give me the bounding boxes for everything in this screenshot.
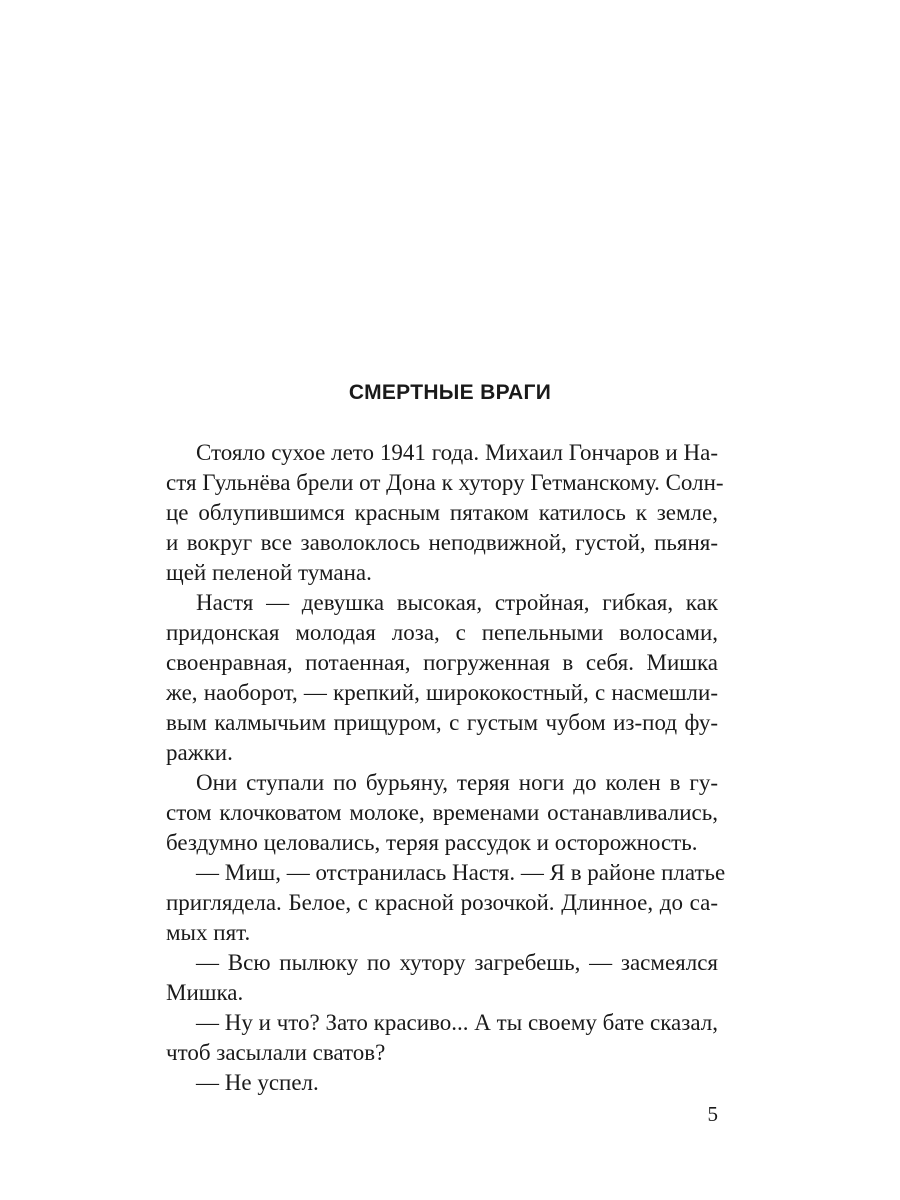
text-line: приглядела. Белое, с красной розочкой. Длинное, до са- [166, 890, 718, 915]
text-line: ражки. [166, 740, 233, 765]
text-line: стом клочковатом молоке, временами останавливались, [166, 800, 718, 825]
text-line: Настя — девушка высокая, стройная, гибкая, как [196, 590, 718, 615]
text-line: придонская молодая лоза, с пепельными волосами, [166, 620, 718, 645]
text-line: мых пят. [166, 920, 251, 945]
text-line: стя Гульнёва брели от Дона к хутору Гетманскому. Солн- [166, 470, 724, 495]
text-line: щей пеленой тумана. [166, 560, 372, 585]
text-line: — Миш, — отстранилась Настя. — Я в районе платье [196, 860, 726, 885]
text-line: Стояло сухое лето 1941 года. Михаил Гончаров и На- [196, 440, 718, 465]
body-text [166, 438, 726, 1098]
text-line: вым калмычьим прищуром, с густым чубом из-под фу- [166, 710, 718, 735]
text-line: — Ну и что? Зато красиво... А ты своему бате сказал, [196, 1010, 718, 1035]
text-line: чтоб засылали сватов? [166, 1040, 386, 1065]
page-number: 5 [707, 1102, 718, 1126]
text-line: Мишка. [166, 980, 244, 1005]
text-line: своенравная, потаенная, погруженная в себя. Мишка [166, 650, 718, 675]
text-line: и вокруг все заволоклось неподвижной, густой, пьяня- [166, 530, 718, 555]
text-line: Они ступали по бурьяну, теряя ноги до колен в гу- [196, 770, 718, 795]
text-line: бездумно целовались, теряя рассудок и осторожность. [166, 830, 698, 855]
text-line: — Не успел. [196, 1070, 319, 1095]
chapter-title: СМЕРТНЫЕ ВРАГИ [348, 381, 552, 404]
text-line: це облупившимся красным пятаком катилось к земле, [166, 500, 718, 525]
text-line: — Всю пылюку по хутору загребешь, — засмеялся [196, 950, 718, 975]
text-line: же, наоборот, — крепкий, ширококостный, с насмешли- [166, 680, 718, 705]
